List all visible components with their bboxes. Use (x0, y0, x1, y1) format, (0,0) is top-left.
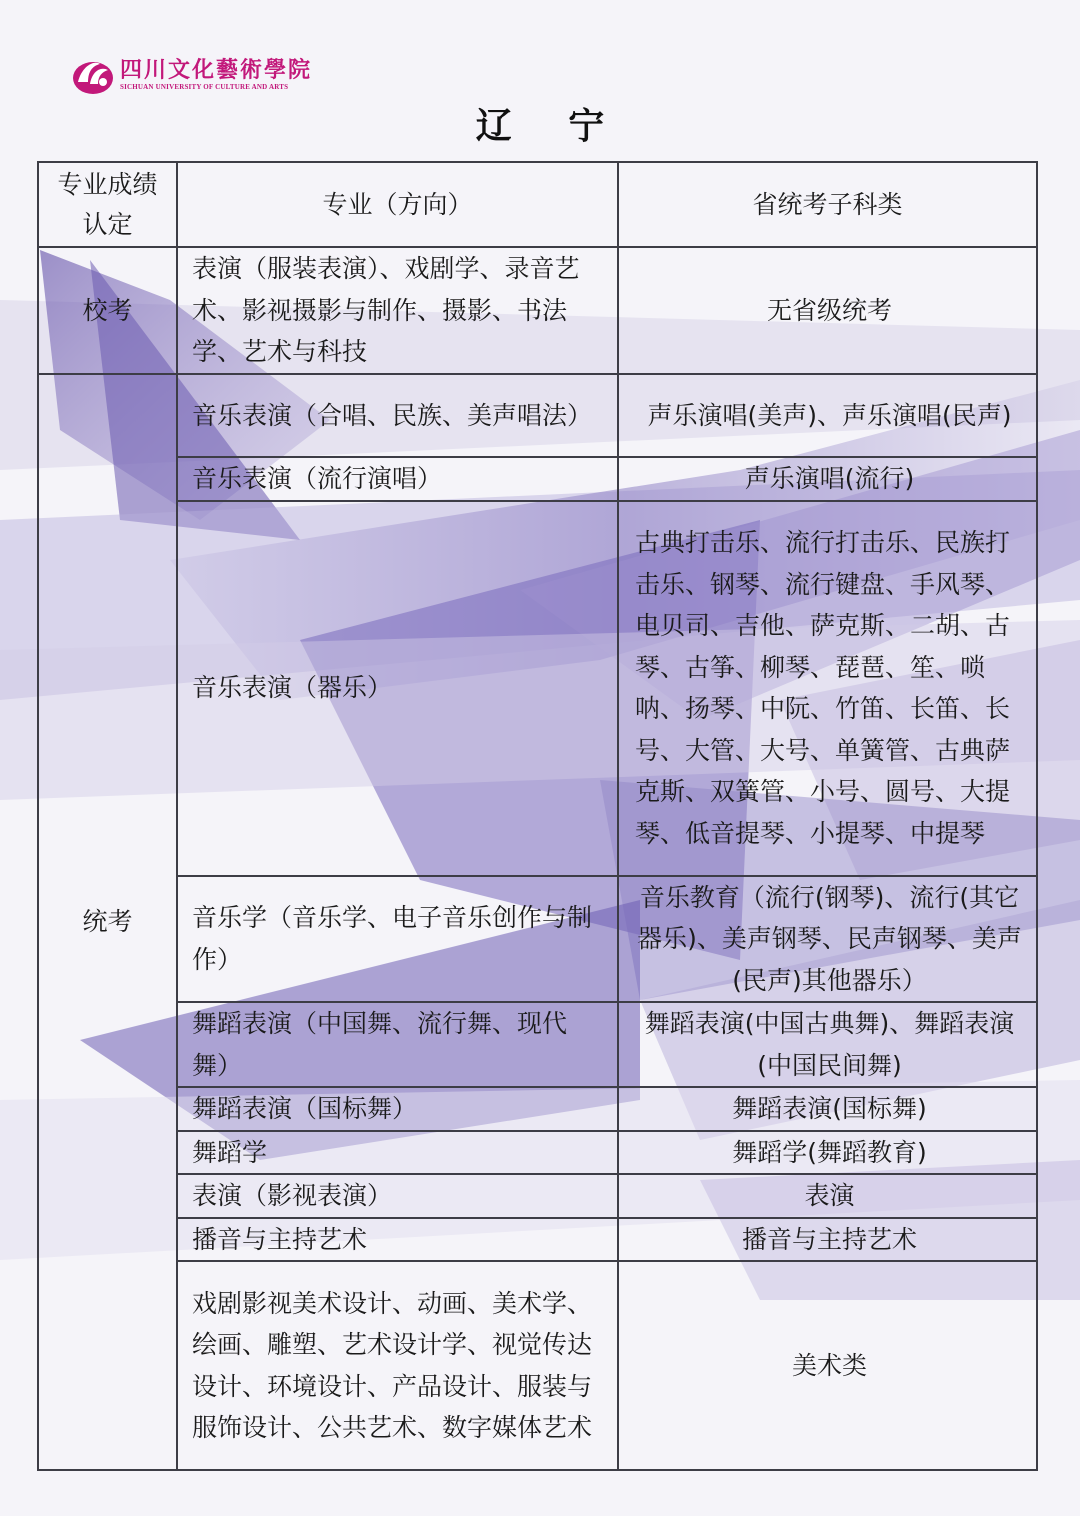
group-unified-exam: 统考 (38, 374, 177, 1470)
table-row (38, 247, 1037, 374)
header-score-basis: 专业成绩认定 (38, 162, 177, 247)
major-cell: 音乐学（音乐学、电子音乐创作与制作） (177, 876, 618, 1003)
table-row (38, 1002, 1037, 1087)
major-cell: 音乐表演（合唱、民族、美声唱法） (177, 374, 618, 457)
major-cell: 表演（影视表演） (177, 1174, 618, 1218)
table-row (38, 374, 1037, 457)
subject-cell: 古典打击乐、流行打击乐、民族打击乐、钢琴、流行键盘、手风琴、电贝司、吉他、萨克斯、二胡、古琴、古筝、柳琴、琵琶、笙、唢呐、扬琴、中阮、竹笛、长笛、长号、大管、大号、单簧管、古典萨克斯、双簧管、小号、圆号、大提琴、低音提琴、小提琴、中提琴 (618, 501, 1037, 876)
subject-cell: 播音与主持艺术 (618, 1218, 1037, 1262)
group-school-exam: 校考 (38, 247, 177, 374)
subject-cell: 声乐演唱(流行) (618, 457, 1037, 501)
subject-cell: 舞蹈表演(中国古典舞)、舞蹈表演(中国民间舞) (618, 1002, 1037, 1087)
table-row (38, 1218, 1037, 1262)
school-name-cn: 四川文化藝術學院 (120, 57, 313, 83)
table-row (38, 1087, 1037, 1131)
major-cell: 表演（服装表演）、戏剧学、录音艺术、影视摄影与制作、摄影、书法学、艺术与科技 (177, 247, 618, 374)
subject-cell: 美术类 (618, 1261, 1037, 1470)
major-cell: 播音与主持艺术 (177, 1218, 618, 1262)
header-major: 专业（方向） (177, 162, 618, 247)
table-row (38, 1131, 1037, 1175)
school-logo (70, 52, 312, 98)
major-cell: 舞蹈表演（中国舞、流行舞、现代舞） (177, 1002, 618, 1087)
major-cell: 音乐表演（流行演唱） (177, 457, 618, 501)
major-cell: 戏剧影视美术设计、动画、美术学、绘画、雕塑、艺术设计学、视觉传达设计、环境设计、产品设计、服装与服饰设计、公共艺术、数字媒体艺术 (177, 1261, 618, 1470)
subject-cell: 舞蹈学(舞蹈教育) (618, 1131, 1037, 1175)
table-row (38, 1261, 1037, 1470)
page-title: 辽 宁 (475, 106, 627, 147)
subject-cell: 音乐教育（流行(钢琴)、流行(其它器乐)、美声钢琴、民声钢琴、美声(民声)其他器乐） (618, 876, 1037, 1003)
major-cell: 音乐表演（器乐） (177, 501, 618, 876)
header-subject: 省统考子科类 (618, 162, 1037, 247)
table-row (38, 876, 1037, 1003)
subject-cell: 无省级统考 (618, 247, 1037, 374)
subject-cell: 声乐演唱(美声)、声乐演唱(民声) (618, 374, 1037, 457)
major-cell: 舞蹈学 (177, 1131, 618, 1175)
school-name-en: SICHUAN UNIVERSITY OF CULTURE AND ARTS (120, 83, 289, 91)
flame-logo-icon (70, 52, 116, 98)
subject-cell: 舞蹈表演(国标舞) (618, 1087, 1037, 1131)
major-cell: 舞蹈表演（国标舞） (177, 1087, 618, 1131)
table-row (38, 1174, 1037, 1218)
subject-cell: 表演 (618, 1174, 1037, 1218)
table-row (38, 501, 1037, 876)
table-header-row (38, 162, 1037, 247)
table-row (38, 457, 1037, 501)
admission-table (37, 161, 1038, 1471)
